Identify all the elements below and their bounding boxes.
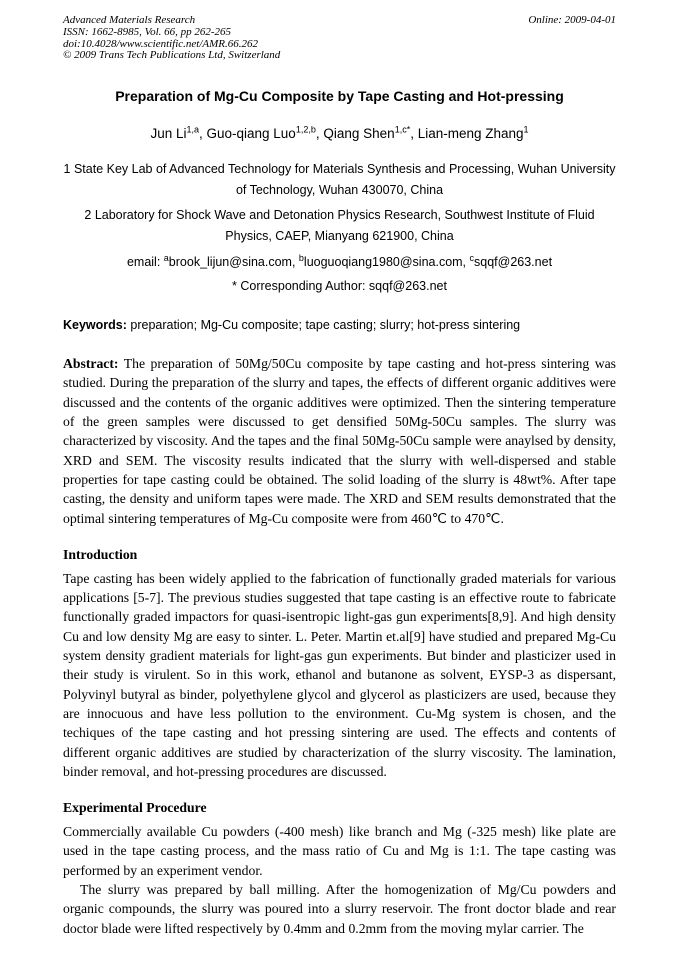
keywords-line xyxy=(63,317,616,333)
abstract-text: The preparation of 50Mg/50Cu composite by tape casting and hot-press sintering was studied. During the preparation of the slurry and tapes, the effects of different organic additives were discussed and the contents of the organic additives were optimized. Then the sintering temperature of the green samples were discussed to get densified 50Mg-50Cu samples. The slurry was characterized by viscosity. And the tapes and the final 50Mg-50Cu sample were anaylsed by density, XRD and SEM. The viscosity results indicated that the slurry with well-dispersed and stable properties for tape casting could be obtained. The solid loading of the slurry is 48wt%. After tape casting, the density and uniform tapes were made. The XRD and SEM results demonstrated that the optimal sintering temperatures of Mg-Cu composite were from 460℃ to 470℃. xyxy=(63,356,616,526)
affiliation-1: 1 State Key Lab of Advanced Technology for Materials Synthesis and Processing, Wuhan University of Technology, Wuhan 430070, China xyxy=(63,162,616,198)
abstract-paragraph xyxy=(63,354,616,528)
journal-name: Advanced Materials Research xyxy=(63,14,196,26)
corresponding-author-line: * Corresponding Author: sqqf@263.net xyxy=(232,279,447,294)
email-marker-a: a xyxy=(163,253,169,264)
introduction-paragraph: Tape casting has been widely applied to the fabrication of functionally graded materials for various applications [5-7]. The previous studies suggested that tape casting is an effective route to fabricate functionally graded impactors for quasi-isentropic light-gas gun experiments[8,9]. And high density Cu and low density Mg are easy to sinter. L. Peter. Martin et.al[9] have studied and prepared Mg-Cu system density gradient materials for light-gas gun experiments. But binder and plasticizer used in their study is virulent. So in this work, ethanol and butanone as solvent, EYSP-3 as dispersant, Polyvinyl butyral as binder, polyethylene glycol and glycerol as plasticizers are used, because they are innocuous and have less pollution to the environment. Cu-Mg system is chosen, and the techiques of the tape casting and hot pressing sintering are used. The effects and contents of different organic additives are studied by characterization of the slurry viscosity. The lamination, binder removal, and hot-pressing procedures are discussed. xyxy=(63,570,616,779)
email-prefix: email: xyxy=(126,255,164,270)
author-name: Guo-qiang Luo xyxy=(206,126,296,142)
journal-header-left xyxy=(63,15,280,62)
affiliation-2: 2 Laboratory for Shock Wave and Detonation Physics Research, Southwest Institute of Fluid Physics, CAEP, Mianyang 621900, China xyxy=(84,208,595,244)
author-affil-marker: 1 xyxy=(523,124,529,135)
abstract-label: Abstract: xyxy=(63,356,119,372)
author-separator: , xyxy=(315,126,324,142)
keywords-text: preparation; Mg-Cu composite; tape casting; slurry; hot-press sintering xyxy=(126,318,521,333)
email-line xyxy=(63,254,616,270)
journal-doi-line: doi:10.4028/www.scientific.net/AMR.66.262 xyxy=(63,37,259,50)
journal-copyright-line: © 2009 Trans Tech Publications Ltd, Switzerland xyxy=(63,49,281,62)
paper-title: Preparation of Mg-Cu Composite by Tape Casting and Hot-pressing xyxy=(115,88,564,105)
keywords-label: Keywords: xyxy=(63,318,127,333)
author-separator: , xyxy=(410,126,418,142)
email-marker-b: b xyxy=(298,253,304,264)
journal-issn-line: ISSN: 1662-8985, Vol. 66, pp 262-265 xyxy=(63,25,232,38)
online-date: Online: 2009-04-01 xyxy=(528,14,616,26)
author-affil-marker: 1,2,b xyxy=(295,124,316,135)
author-name: Qiang Shen xyxy=(323,126,395,142)
email-address-c: sqqf@263.net xyxy=(474,255,553,270)
section-heading-experimental-procedure: Experimental Procedure xyxy=(63,800,207,816)
author-separator: , xyxy=(198,126,207,142)
author-name: Jun Li xyxy=(150,126,187,142)
email-marker-c: c xyxy=(469,253,475,264)
author-name: Lian-meng Zhang xyxy=(417,126,524,142)
journal-header xyxy=(63,15,616,62)
experimental-paragraph-1: Commercially available Cu powders (-400 mesh) like branch and Mg (-325 mesh) like plate are used in the tape casting process, and the mass ratio of Cu and Mg is 1:1. The tape casting was performed by an experiment vendor. xyxy=(63,824,616,878)
author-list xyxy=(63,124,616,143)
author-affil-marker: 1,c* xyxy=(394,124,411,135)
email-address-a: brook_lijun@sina.com, xyxy=(168,255,299,270)
email-address-b: luoguoqiang1980@sina.com, xyxy=(303,255,470,270)
author-affil-marker: 1,a xyxy=(186,124,199,135)
experimental-paragraph-2: The slurry was prepared by ball milling. After the homogenization of Mg/Cu powders and organic compounds, the slurry was poured into a slurry reservoir. The front doctor blade and rear doctor blade were lifted respectively by 0.4mm and 0.2mm from the moving mylar carrier. The xyxy=(63,882,616,936)
section-heading-introduction: Introduction xyxy=(63,546,138,562)
